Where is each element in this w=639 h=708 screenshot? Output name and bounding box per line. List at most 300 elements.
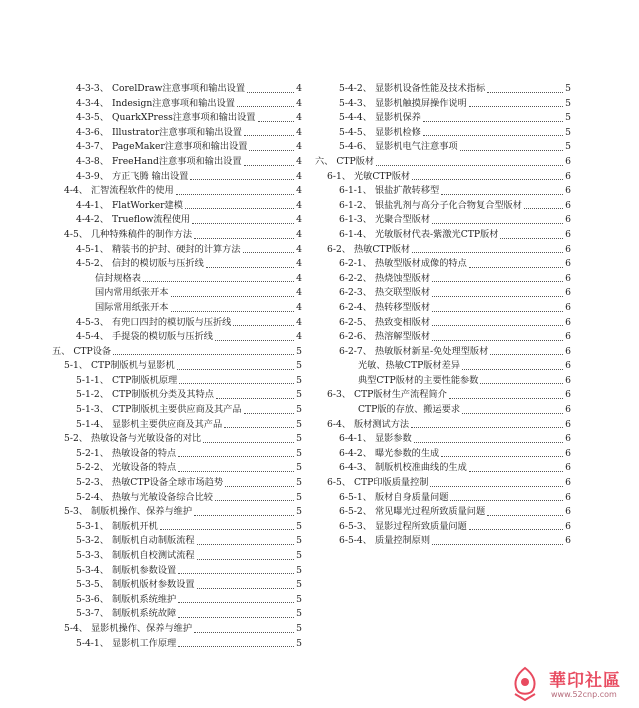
toc-entry[interactable]	[52, 213, 302, 228]
toc-entry[interactable]	[52, 82, 302, 97]
dot-leader	[225, 484, 294, 487]
toc-entry-page: 5	[296, 477, 302, 489]
toc-entry-title: 曝光参数的生成	[374, 447, 440, 459]
toc-entry-page: 5	[296, 447, 302, 459]
toc-entry[interactable]	[315, 316, 571, 331]
toc-entry[interactable]	[315, 491, 571, 506]
toc-entry-title: 版材自身质量问题	[374, 491, 449, 503]
toc-entry[interactable]	[52, 461, 302, 476]
toc-entry-page: 5	[296, 622, 302, 634]
dot-leader	[160, 527, 294, 530]
dot-leader	[432, 309, 563, 312]
toc-entry-page: 4	[296, 155, 302, 167]
toc-entry[interactable]	[52, 301, 302, 316]
toc-entry-number: 4-3-4、	[76, 97, 109, 109]
toc-entry[interactable]	[315, 140, 571, 155]
toc-entry[interactable]	[52, 637, 302, 652]
toc-entry-number: 4-3-9、	[76, 170, 109, 182]
dot-leader	[215, 498, 294, 501]
toc-entry-number: 5-4-5、	[339, 126, 372, 138]
toc-entry-page: 5	[296, 564, 302, 576]
toc-entry[interactable]	[52, 447, 302, 462]
dot-leader	[179, 381, 294, 384]
toc-entry-page: 5	[565, 83, 571, 94]
toc-entry-page: 6	[565, 345, 571, 357]
toc-entry[interactable]	[315, 505, 571, 520]
toc-entry[interactable]	[52, 170, 302, 185]
dot-leader	[206, 265, 294, 268]
toc-entry-title: 制版机自动制版流程	[111, 535, 195, 547]
watermark-brand: 華印社區	[549, 671, 621, 691]
toc-entry-title: 显影过程所致质量问题	[374, 520, 467, 532]
toc-entry-title: 显影机检修	[374, 126, 421, 138]
dot-leader	[490, 352, 563, 355]
toc-entry[interactable]	[52, 140, 302, 155]
toc-entry[interactable]	[52, 549, 302, 564]
toc-entry-title: 几种特殊稿件的制作方法	[90, 228, 193, 240]
toc-entry[interactable]	[315, 199, 571, 214]
dot-leader	[460, 148, 563, 151]
dot-leader	[432, 542, 563, 545]
toc-entry[interactable]	[315, 184, 571, 199]
toc-entry-page: 5	[296, 520, 302, 532]
toc-entry[interactable]	[52, 257, 302, 272]
dot-leader	[233, 323, 294, 326]
toc-entry-number: 6-5-3、	[339, 520, 372, 532]
toc-entry[interactable]	[315, 432, 571, 447]
toc-entry[interactable]	[315, 461, 571, 476]
watermark	[505, 664, 635, 708]
toc-entry[interactable]	[52, 97, 302, 112]
toc-entry[interactable]	[315, 228, 571, 243]
toc-entry-number: 5-4-6、	[339, 141, 372, 153]
toc-entry[interactable]	[315, 330, 571, 345]
toc-entry-title: 显影参数	[374, 433, 412, 445]
toc-entry-page: 4	[296, 112, 302, 124]
toc-entry-title: Illustrator注意事项和输出设置	[111, 126, 242, 138]
toc-entry-title: 制版机开机	[111, 520, 158, 532]
toc-entry[interactable]	[315, 418, 571, 433]
toc-entry-page: 4	[296, 258, 302, 270]
toc-entry-number: 6-5、	[327, 477, 351, 489]
dot-leader	[247, 90, 294, 93]
dot-leader	[243, 250, 294, 253]
toc-entry-page: 4	[296, 97, 302, 109]
toc-entry[interactable]	[52, 593, 302, 608]
dot-leader	[177, 367, 294, 370]
toc-entry-number: 4-3-8、	[76, 155, 109, 167]
toc-entry-number: 4-5-4、	[76, 331, 109, 343]
toc-entry-number: 4-5-3、	[76, 316, 109, 328]
toc-entry-number: 6-2-7、	[339, 345, 372, 357]
toc-entry[interactable]	[315, 111, 571, 126]
dot-leader	[441, 454, 563, 457]
toc-entry[interactable]	[52, 111, 302, 126]
dot-leader	[469, 265, 563, 268]
toc-entry-page: 4	[296, 243, 302, 255]
toc-entry[interactable]	[315, 345, 571, 360]
toc-entry[interactable]	[52, 272, 302, 287]
toc-entry-number: 5-1-2、	[76, 389, 109, 401]
dot-leader	[224, 425, 294, 428]
dot-leader	[190, 177, 294, 180]
toc-entry-number: 5-1、	[64, 360, 88, 372]
toc-entry-title: PageMaker注意事项和输出设置	[111, 141, 248, 153]
toc-entry-title: CTP制版机原理	[111, 374, 178, 386]
dot-leader	[414, 440, 563, 443]
toc-entry-title: 热敏设备的特点	[111, 447, 177, 459]
toc-entry-page: 6	[565, 433, 571, 445]
toc-entry-title: 银盐乳剂与高分子化合物复合型版材	[374, 199, 522, 211]
toc-entry-number: 5-3-7、	[76, 608, 109, 620]
toc-entry-number: 5-3、	[64, 506, 88, 518]
toc-entry-title: 制版机校准曲线的生成	[374, 462, 467, 474]
toc-entry-number: 5-3-3、	[76, 550, 109, 561]
dot-leader	[178, 469, 294, 472]
dot-leader	[450, 498, 563, 501]
toc-entry-page: 4	[296, 126, 302, 138]
dot-leader	[171, 294, 295, 297]
toc-entry-number: 4-4-1、	[76, 199, 109, 211]
toc-entry-page: 4	[296, 228, 302, 240]
toc-entry[interactable]	[52, 330, 302, 345]
toc-entry-number: 5-2-4、	[76, 491, 109, 503]
toc-entry-page: 6	[565, 258, 571, 270]
toc-entry-page: 5	[296, 593, 302, 605]
dot-leader	[376, 163, 563, 166]
toc-entry-title: 热溶解型版材	[374, 331, 431, 343]
toc-entry[interactable]	[52, 418, 302, 433]
toc-entry[interactable]	[52, 374, 302, 389]
toc-entry-number: 5-4-4、	[339, 112, 372, 124]
toc-entry-title: 光敏设备的特点	[111, 462, 177, 474]
toc-entry-title: 质量控制原则	[374, 535, 431, 547]
toc-entry[interactable]	[315, 126, 571, 141]
toc-entry[interactable]	[52, 155, 302, 170]
toc-entry-number: 4-5-1、	[76, 243, 109, 255]
toc-entry[interactable]	[315, 257, 571, 272]
toc-entry-title: 常见曝光过程所致质量问题	[374, 506, 486, 518]
toc-entry[interactable]	[315, 97, 571, 112]
toc-entry[interactable]	[315, 286, 571, 301]
toc-entry[interactable]	[52, 505, 302, 520]
toc-entry-title: 有兜口四封的模切版与压折线	[111, 316, 232, 328]
dot-leader	[197, 542, 294, 545]
dot-leader	[441, 192, 563, 195]
dot-leader	[469, 104, 563, 107]
toc-entry-page: 5	[296, 462, 302, 474]
toc-entry-number: 5-2-3、	[76, 477, 109, 489]
toc-entry-number: 6-4-1、	[339, 433, 372, 445]
toc-entry-page: 6	[565, 535, 571, 547]
toc-entry-page: 6	[565, 214, 571, 226]
toc-entry[interactable]	[52, 243, 302, 258]
toc-entry[interactable]	[52, 199, 302, 214]
toc-entry-number: 5-3-1、	[76, 520, 109, 532]
toc-entry[interactable]	[315, 82, 571, 97]
toc-entry-title: CTP制版机主要供应商及其产品	[111, 404, 242, 416]
toc-entry-title: 精装书的护封、硬封的计算方法	[111, 243, 241, 255]
toc-entry-page: 5	[296, 418, 302, 430]
toc-entry-page: 6	[565, 228, 571, 240]
dot-leader	[215, 338, 294, 341]
toc-entry-title: CorelDraw注意事项和输出设置	[111, 83, 246, 94]
toc-entry-title: 热交联型版材	[374, 287, 431, 299]
toc-entry[interactable]	[315, 403, 571, 418]
toc-entry-number: 6-1、	[327, 170, 351, 182]
toc-entry-page: 5	[296, 389, 302, 401]
watermark-url: www.52cnp.com	[551, 690, 617, 699]
toc-entry-title: QuarkXPress注意事项和输出设置	[111, 112, 256, 124]
toc-entry-number: 五、	[52, 345, 71, 357]
toc-entry-number: 5-2-1、	[76, 447, 109, 459]
toc-right-column	[315, 82, 571, 549]
toc-entry-page: 5	[296, 360, 302, 372]
toc-entry-page: 6	[565, 491, 571, 503]
toc-entry-page: 5	[296, 404, 302, 416]
dot-leader	[244, 411, 294, 414]
toc-entry-title: 热敏CTP版材	[353, 243, 411, 255]
dot-leader	[469, 469, 563, 472]
dot-leader	[178, 615, 294, 618]
toc-entry[interactable]	[315, 170, 571, 185]
toc-entry-title: 显影机触摸屏操作说明	[374, 97, 467, 109]
toc-entry-title: 热敏型版材成像的特点	[374, 258, 467, 270]
toc-entry-number: 6-2-2、	[339, 272, 372, 284]
dot-leader	[430, 484, 563, 487]
toc-entry-title: 制版机参数设置	[111, 564, 177, 576]
toc-entry-number: 5-3-5、	[76, 579, 109, 591]
toc-entry[interactable]	[52, 520, 302, 535]
toc-entry-number: 5-4-1、	[76, 637, 109, 649]
toc-entry[interactable]	[315, 534, 571, 549]
toc-entry-page: 4	[296, 199, 302, 211]
dot-leader	[423, 119, 563, 122]
dot-leader	[194, 630, 294, 633]
toc-entry-page: 5	[296, 535, 302, 547]
dot-leader	[185, 206, 294, 209]
toc-entry-title: CTP印版质量控制	[353, 477, 429, 489]
toc-entry[interactable]	[52, 491, 302, 506]
toc-entry[interactable]	[52, 184, 302, 199]
toc-entry-number: 5-3-6、	[76, 593, 109, 605]
toc-entry-title: 显影机主要供应商及其产品	[111, 418, 223, 430]
toc-entry-page: 4	[296, 316, 302, 328]
toc-entry-title: 信封的模切版与压折线	[111, 258, 204, 270]
toc-entry-number: 4-4-2、	[76, 214, 109, 226]
dot-leader	[143, 279, 294, 282]
toc-entry[interactable]	[52, 578, 302, 593]
toc-entry-number: 6-1-4、	[339, 228, 372, 240]
toc-entry-title: 国际常用纸张开本	[95, 301, 169, 313]
toc-entry-page: 6	[565, 360, 571, 372]
toc-entry-title: 制版机系统维护	[111, 593, 177, 605]
toc-entry-title: 制版机操作、保养与维护	[90, 506, 193, 518]
dot-leader	[192, 221, 294, 224]
toc-entry-number: 6-2、	[327, 243, 351, 255]
toc-entry-title: 热敏设备与光敏设备的对比	[90, 433, 202, 445]
toc-entry-page: 6	[565, 404, 571, 416]
dot-leader	[178, 644, 294, 647]
toc-entry-number: 4-3-6、	[76, 126, 109, 138]
toc-entry-page: 6	[565, 185, 571, 197]
toc-entry-page: 5	[565, 112, 571, 124]
dot-leader	[462, 411, 563, 414]
toc-entry-title: 方正飞腾 输出设置	[111, 170, 189, 182]
toc-entry-number: 6-2-1、	[339, 258, 372, 270]
toc-entry-page: 5	[296, 506, 302, 518]
toc-entry-page: 6	[565, 170, 571, 182]
toc-entry-title: 热转移型版材	[374, 301, 431, 313]
toc-entry-title: 显影机电气注意事项	[374, 141, 458, 153]
dot-leader	[469, 527, 563, 530]
toc-entry[interactable]	[52, 564, 302, 579]
toc-entry-title: CTP版材生产流程简介	[353, 389, 447, 401]
toc-entry-title: 显影机保养	[374, 112, 421, 124]
toc-entry[interactable]	[52, 476, 302, 491]
dot-leader	[500, 236, 563, 239]
toc-entry[interactable]	[315, 213, 571, 228]
toc-entry-page: 6	[565, 287, 571, 299]
toc-entry[interactable]	[315, 243, 571, 258]
toc-entry-page: 6	[565, 506, 571, 518]
toc-entry-title: CTP设备	[73, 345, 112, 357]
toc-entry-page: 6	[565, 243, 571, 255]
dot-leader	[462, 367, 563, 370]
toc-entry-page: 6	[565, 374, 571, 386]
toc-entry-number: 4-4、	[64, 185, 88, 197]
toc-entry[interactable]	[52, 403, 302, 418]
toc-entry-title: CTP版材	[336, 155, 375, 167]
dot-leader	[237, 104, 294, 107]
dot-leader	[171, 309, 295, 312]
toc-entry-title: 显影机工作原理	[111, 637, 177, 649]
toc-entry-page: 6	[565, 272, 571, 284]
toc-entry[interactable]	[315, 359, 571, 374]
dot-leader	[432, 221, 563, 224]
toc-entry-title: 显影机操作、保养与维护	[90, 622, 193, 634]
toc-entry-title: 汇智流程软件的使用	[90, 185, 174, 197]
toc-entry-number: 6-1-2、	[339, 199, 372, 211]
dot-leader	[178, 571, 294, 574]
toc-entry[interactable]	[315, 301, 571, 316]
toc-entry[interactable]	[52, 228, 302, 243]
toc-entry-title: 手提袋的模切版与压折线	[111, 331, 213, 343]
toc-entry-title: FlatWorker建模	[111, 199, 183, 211]
toc-entry-title: 国内常用纸张开本	[95, 287, 169, 299]
toc-entry[interactable]	[52, 432, 302, 447]
dot-leader	[423, 133, 563, 136]
toc-entry[interactable]	[315, 476, 571, 491]
dot-leader	[178, 600, 294, 603]
toc-entry-title: CTP版的存放、搬运要求	[358, 404, 461, 416]
toc-entry-number: 6-4-2、	[339, 447, 372, 459]
toc-entry-page: 6	[565, 520, 571, 532]
dot-leader	[194, 236, 294, 239]
toc-entry-number: 5-1-4、	[76, 418, 109, 430]
toc-entry-page: 5	[296, 579, 302, 591]
toc-entry-page: 6	[565, 418, 571, 430]
toc-entry-title: 光聚合型版材	[374, 214, 431, 226]
dot-leader	[432, 338, 563, 341]
toc-entry-number: 6-1-1、	[339, 185, 372, 197]
toc-entry-number: 5-1-1、	[76, 374, 109, 386]
toc-entry-page: 4	[296, 141, 302, 153]
toc-entry-page: 5	[296, 608, 302, 620]
toc-entry-number: 5-2-2、	[76, 462, 109, 474]
toc-entry-title: CTP制版机与显影机	[90, 360, 175, 372]
dot-leader	[412, 177, 563, 180]
dot-leader	[197, 557, 294, 560]
toc-entry-page: 6	[565, 389, 571, 401]
toc-entry-number: 6-2-6、	[339, 331, 372, 343]
toc-entry[interactable]	[52, 359, 302, 374]
toc-entry[interactable]	[52, 345, 302, 360]
toc-entry[interactable]	[52, 316, 302, 331]
toc-entry-title: 热烧蚀型版材	[374, 272, 431, 284]
toc-entry-title: 显影机设备性能及技术指标	[374, 83, 486, 94]
toc-entry[interactable]	[52, 534, 302, 549]
toc-entry-title: 制版机系统故障	[111, 608, 177, 620]
toc-entry-page: 6	[565, 462, 571, 474]
toc-entry[interactable]	[315, 388, 571, 403]
dot-leader	[432, 294, 563, 297]
toc-entry-page: 5	[296, 637, 302, 649]
toc-entry[interactable]	[52, 607, 302, 622]
toc-entry-page: 4	[296, 301, 302, 313]
toc-entry-title: FreeHand注意事项和输出设置	[111, 155, 242, 167]
toc-entry[interactable]	[52, 286, 302, 301]
toc-entry-title: 热敏版材新星-免处理型版材	[374, 345, 489, 357]
toc-entry[interactable]	[315, 520, 571, 535]
toc-entry-title: 热敏与光敏设备综合比较	[111, 491, 213, 503]
toc-entry-page: 4	[296, 287, 302, 299]
toc-entry[interactable]	[315, 155, 571, 170]
toc-entry[interactable]	[52, 388, 302, 403]
toc-entry-page: 6	[565, 447, 571, 459]
dot-leader	[244, 163, 294, 166]
toc-entry-number: 5-2、	[64, 433, 88, 445]
toc-entry-number: 5-4、	[64, 622, 88, 634]
watermark-logo-icon	[505, 664, 545, 704]
toc-entry-title: Trueflow流程使用	[111, 214, 191, 226]
toc-left-column	[52, 82, 302, 651]
toc-entry-page: 5	[296, 433, 302, 445]
dot-leader	[487, 513, 563, 516]
toc-entry-page: 4	[296, 185, 302, 197]
toc-entry-number: 5-4-3、	[339, 97, 372, 109]
toc-entry-page: 6	[565, 331, 571, 343]
toc-entry[interactable]	[315, 374, 571, 389]
toc-entry[interactable]	[315, 447, 571, 462]
toc-entry-number: 4-3-5、	[76, 112, 109, 124]
toc-entry-number: 六、	[315, 155, 334, 167]
toc-entry-number: 5-4-2、	[339, 83, 372, 94]
toc-entry-page: 5	[296, 345, 302, 357]
toc-entry-page: 4	[296, 83, 302, 94]
toc-entry[interactable]	[315, 272, 571, 287]
toc-entry-page: 6	[565, 477, 571, 489]
dot-leader	[197, 586, 294, 589]
toc-entry-number: 6-2-3、	[339, 287, 372, 299]
toc-entry-number: 6-5-2、	[339, 506, 372, 518]
dot-leader	[432, 279, 563, 282]
toc-entry-page: 4	[296, 331, 302, 343]
toc-entry-title: 信封规格表	[95, 272, 141, 284]
toc-entry[interactable]	[52, 126, 302, 141]
toc-entry[interactable]	[52, 622, 302, 637]
toc-entry-number: 6-3、	[327, 389, 351, 401]
